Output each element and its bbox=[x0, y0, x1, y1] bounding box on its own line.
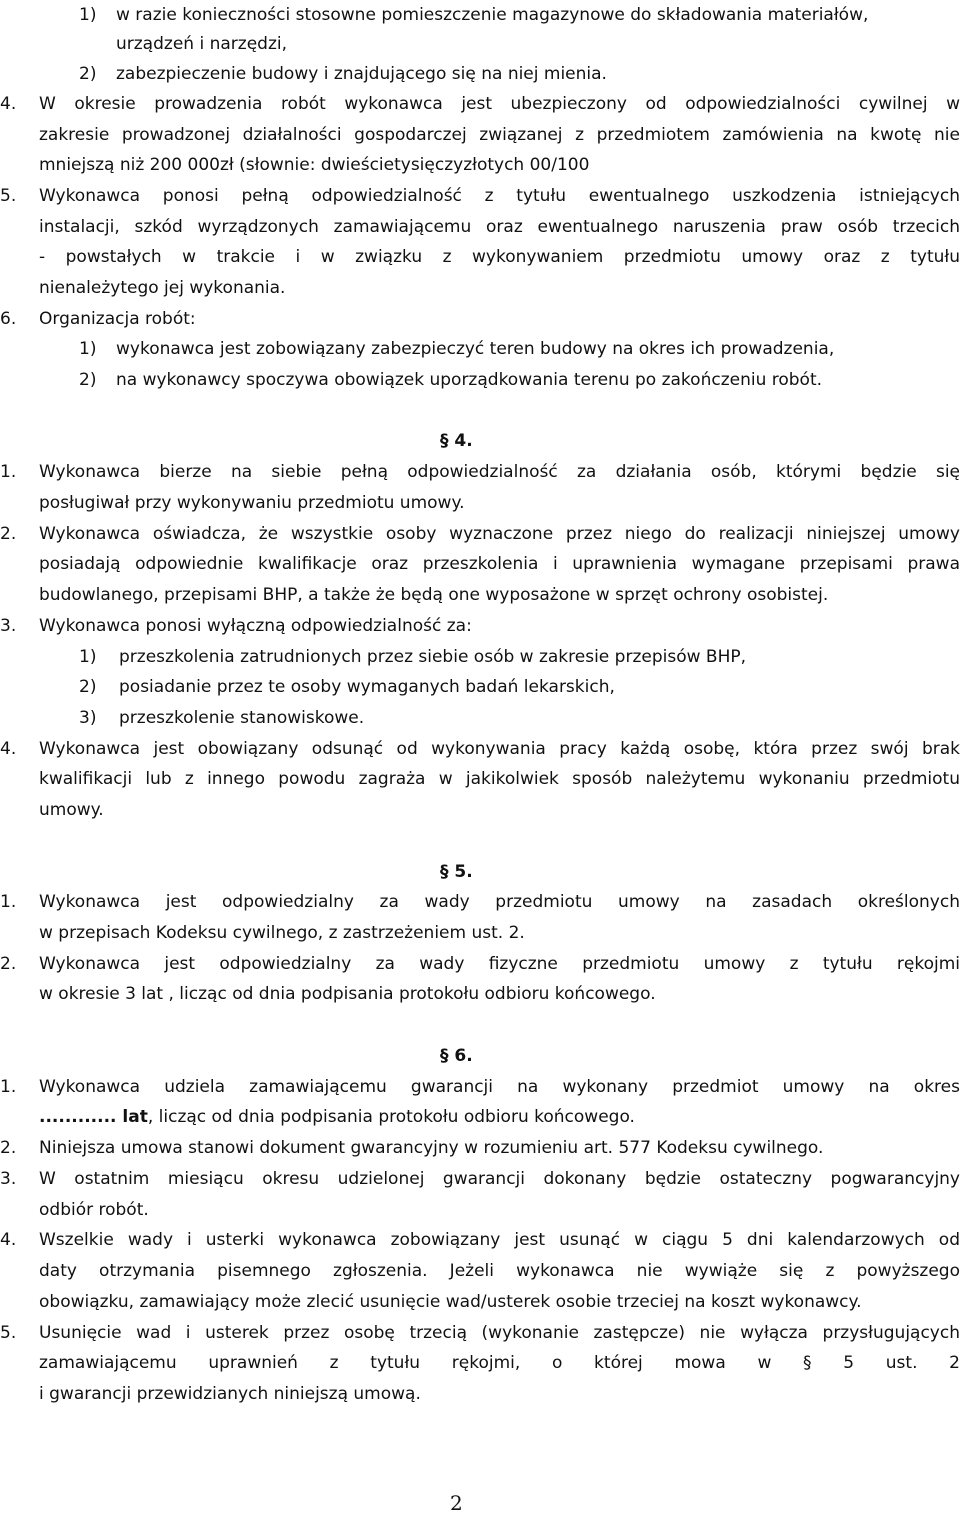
paragraph-text-rest: , licząc od dnia podpisania protokołu odbioru końcowego. bbox=[147, 1107, 635, 1127]
list-item-number: 2) bbox=[79, 64, 97, 84]
paragraph-text: Wykonawca jest odpowiedzialny za wady przedmiotu umowy na zasadach określonych bbox=[39, 892, 960, 912]
paragraph-text: Wykonawca oświadcza, że wszystkie osoby wyznaczone przez niego do realizacji niniejszej umowy bbox=[39, 524, 960, 544]
paragraph-text: w okresie 3 lat , licząc od dnia podpisania protokołu odbioru końcowego. bbox=[39, 984, 656, 1004]
paragraph-number: 1. bbox=[0, 462, 17, 482]
paragraph-number: 2. bbox=[0, 954, 17, 974]
paragraph-number: 3. bbox=[0, 1169, 17, 1189]
paragraph-text: Wykonawca jest obowiązany odsunąć od wykonywania pracy każdą osobę, która przez swój brak bbox=[39, 739, 960, 759]
list-item-number: 1) bbox=[79, 5, 97, 25]
paragraph-text: Wszelkie wady i usterki wykonawca zobowiązany jest usunąć w ciągu 5 dni kalendarzowych od bbox=[39, 1230, 960, 1250]
paragraph-number: 3. bbox=[0, 616, 17, 636]
list-item-text: wykonawca jest zobowiązany zabezpieczyć teren budowy na okres ich prowadzenia, bbox=[116, 339, 835, 359]
page-number: 2 bbox=[450, 1491, 463, 1515]
paragraph-text: nienależytego jej wykonania. bbox=[39, 278, 286, 298]
list-item-text: przeszkolenia zatrudnionych przez siebie osób w zakresie przepisów BHP, bbox=[119, 647, 747, 667]
list-item-text: w razie konieczności stosowne pomieszczenie magazynowe do składowania materiałów, bbox=[116, 5, 869, 25]
paragraph-text: Wykonawca udziela zamawiającemu gwarancji na wykonany przedmiot umowy na okres bbox=[39, 1077, 960, 1097]
paragraph-number: 1. bbox=[0, 892, 17, 912]
paragraph-number: 2. bbox=[0, 524, 17, 544]
list-item-number: 1) bbox=[79, 647, 97, 667]
paragraph-text: budowlanego, przepisami BHP, a także że będą one wyposażone w sprzęt ochrony osobistej. bbox=[39, 585, 829, 605]
paragraph-text: instalacji, szkód wyrządzonych zamawiającemu oraz ewentualnego naruszenia praw osób trzecich bbox=[39, 217, 960, 237]
paragraph-text: obowiązku, zamawiający może zlecić usunięcie wad/usterek osobie trzeciej na koszt wykonawcy. bbox=[39, 1292, 862, 1312]
list-item-number: 3) bbox=[79, 708, 97, 728]
list-item-number: 2) bbox=[79, 677, 97, 697]
paragraph-text: Wykonawca ponosi wyłączną odpowiedzialność za: bbox=[39, 616, 472, 636]
list-item-number: 1) bbox=[79, 339, 97, 359]
section-heading: § 5. bbox=[440, 862, 473, 882]
paragraph-text: W okresie prowadzenia robót wykonawca jest ubezpieczony od odpowiedzialności cywilnej w bbox=[39, 94, 960, 114]
list-item-text: posiadanie przez te osoby wymaganych badań lekarskich, bbox=[119, 677, 615, 697]
list-item-number: 2) bbox=[79, 370, 97, 390]
paragraph-text: W ostatnim miesiącu okresu udzielonej gwarancji dokonany będzie ostateczny pogwarancyjny bbox=[39, 1169, 960, 1189]
paragraph-text: zakresie prowadzonej działalności gospodarczej związanej z przedmiotem zamówienia na kwotę nie bbox=[39, 125, 960, 145]
section-heading: § 4. bbox=[440, 431, 473, 451]
list-item-text: zabezpieczenie budowy i znajdującego się na niej mienia. bbox=[116, 64, 607, 84]
paragraph-text: Niniejsza umowa stanowi dokument gwarancyjny w rozumieniu art. 577 Kodeksu cywilnego. bbox=[39, 1138, 824, 1158]
paragraph-number: 2. bbox=[0, 1138, 17, 1158]
list-item-text: na wykonawcy spoczywa obowiązek uporządkowania terenu po zakończeniu robót. bbox=[116, 370, 823, 390]
paragraph-text: odbiór robót. bbox=[39, 1200, 149, 1220]
paragraph-number: 5. bbox=[0, 1323, 17, 1343]
paragraph-text: i gwarancji przewidzianych niniejszą umową. bbox=[39, 1384, 421, 1404]
paragraph-text: kwalifikacji lub z innego powodu zagraża w jakikolwiek sposób należytemu wykonaniu przedmiotu bbox=[39, 769, 960, 789]
paragraph-text: zamawiającemu uprawnień z tytułu rękojmi, o której mowa w § 5 ust. 2 bbox=[39, 1353, 960, 1373]
blank-period-field: ............ lat bbox=[39, 1107, 148, 1127]
paragraph-text: Wykonawca bierze na siebie pełną odpowiedzialność za działania osób, którymi będzie się bbox=[39, 462, 960, 482]
list-item-text: urządzeń i narzędzi, bbox=[116, 34, 287, 54]
paragraph-text bbox=[39, 1102, 635, 1133]
paragraph-text: Organizacja robót: bbox=[39, 309, 196, 329]
paragraph-text: w przepisach Kodeksu cywilnego, z zastrzeżeniem ust. 2. bbox=[39, 923, 525, 943]
paragraph-text: posiadają odpowiednie kwalifikacje oraz przeszkolenia i uprawnienia wymagane przepisami prawa bbox=[39, 554, 960, 574]
paragraph-number: 4. bbox=[0, 1230, 17, 1250]
paragraph-text: Wykonawca jest odpowiedzialny za wady fizyczne przedmiotu umowy z tytułu rękojmi bbox=[39, 954, 960, 974]
paragraph-text: - powstałych w trakcie i w związku z wykonywaniem przedmiotu umowy oraz z tytułu bbox=[39, 247, 960, 267]
paragraph-text: umowy. bbox=[39, 800, 104, 820]
paragraph-text: mniejszą niż 200 000zł (słownie: dwieścietysięczyzłotych 00/100 bbox=[39, 155, 590, 175]
paragraph-text: Wykonawca ponosi pełną odpowiedzialność z tytułu ewentualnego uszkodzenia istniejących bbox=[39, 186, 960, 206]
paragraph-text: posługiwał przy wykonywaniu przedmiotu umowy. bbox=[39, 493, 465, 513]
paragraph-number: 4. bbox=[0, 94, 17, 114]
paragraph-number: 4. bbox=[0, 739, 17, 759]
paragraph-number: 1. bbox=[0, 1077, 17, 1097]
paragraph-text: Usunięcie wad i usterek przez osobę trzecią (wykonanie zastępcze) nie wyłącza przysługujących bbox=[39, 1323, 960, 1343]
paragraph-text: daty otrzymania pisemnego zgłoszenia. Jeżeli wykonawca nie wywiąże się z powyższego bbox=[39, 1261, 960, 1281]
paragraph-number: 5. bbox=[0, 186, 17, 206]
section-heading: § 6. bbox=[440, 1046, 473, 1066]
paragraph-number: 6. bbox=[0, 309, 17, 329]
list-item-text: przeszkolenie stanowiskowe. bbox=[119, 708, 365, 728]
